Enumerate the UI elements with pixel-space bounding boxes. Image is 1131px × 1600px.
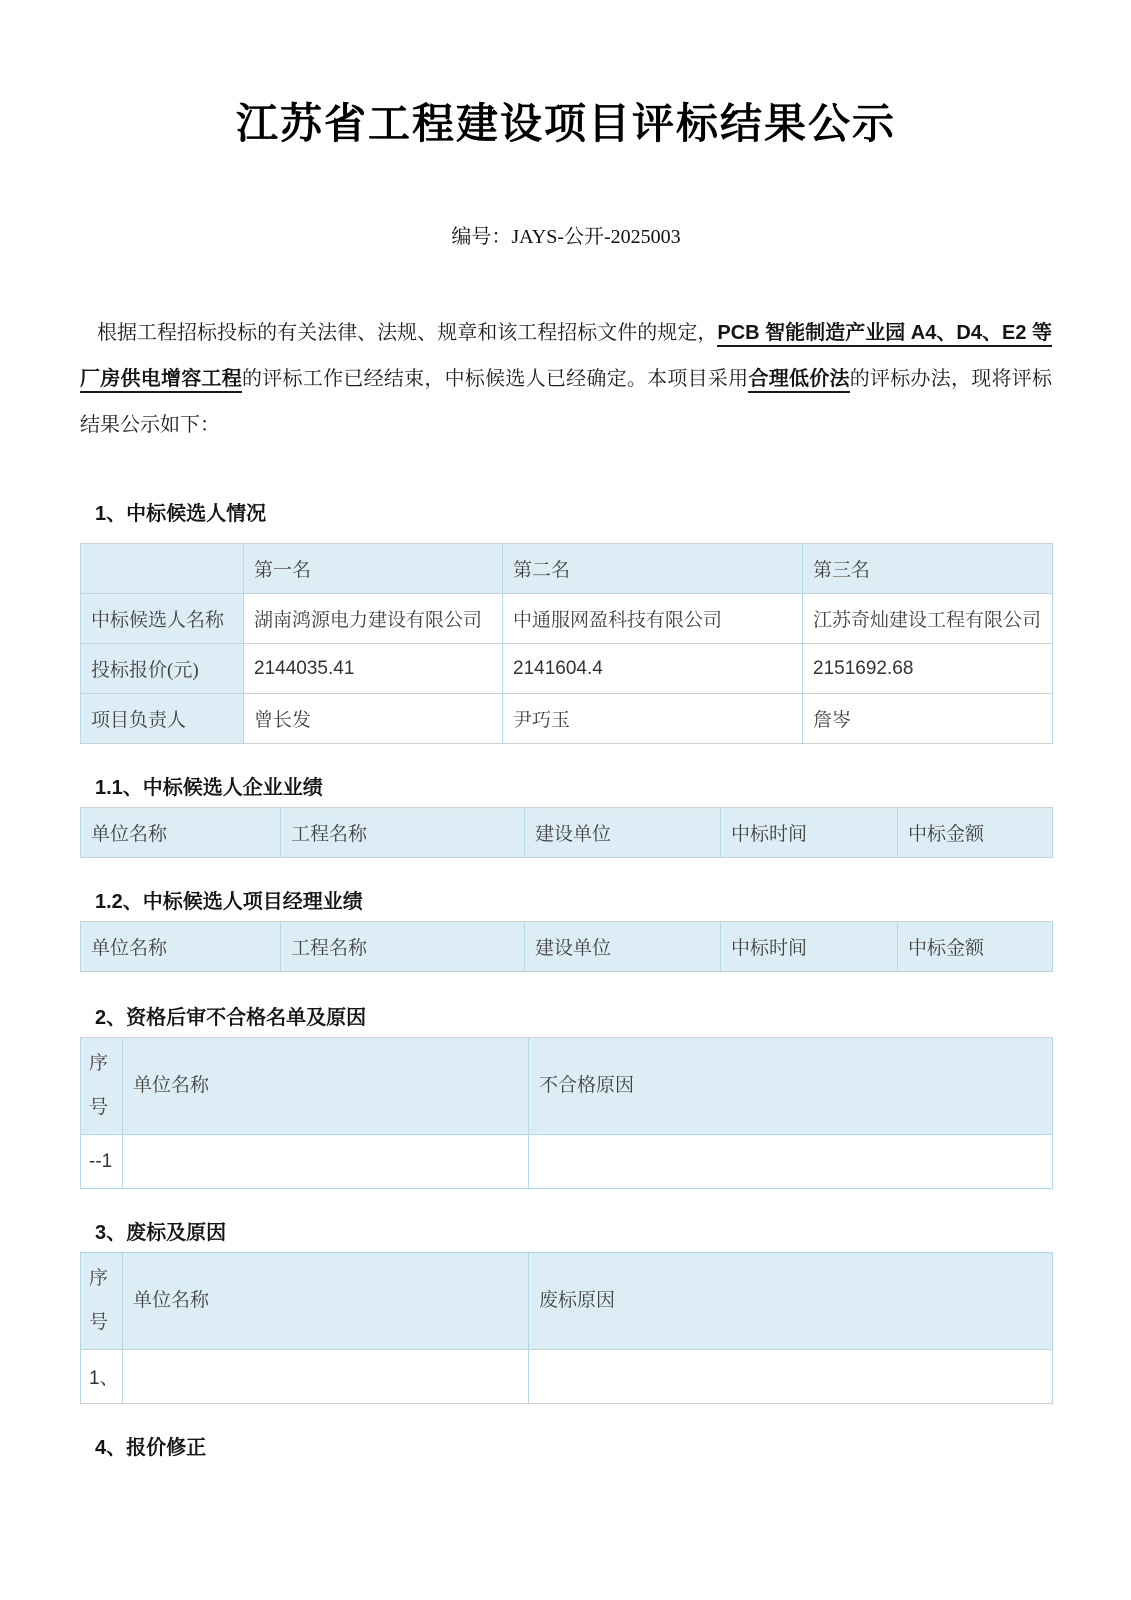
unqualified-row-reason — [529, 1135, 1053, 1189]
page-title: 江苏省工程建设项目评标结果公示 — [235, 99, 896, 148]
manager-performance-header-row — [81, 922, 1053, 972]
candidates-corner-cell — [81, 544, 244, 594]
candidate-name-second: 中通服网盈科技有限公司 — [503, 594, 803, 644]
intro-paragraph — [80, 310, 1052, 448]
col-unit-name: 单位名称 — [123, 1038, 529, 1135]
candidates-col-third: 第三名 — [803, 544, 1053, 594]
table-row — [81, 644, 1053, 694]
table-row — [81, 694, 1053, 744]
row-label-bid-price: 投标报价(元) — [81, 644, 244, 694]
manager-performance-table — [80, 921, 1053, 972]
col-award-amount: 中标金额 — [898, 922, 1053, 972]
rejected-bids-header-row — [81, 1253, 1053, 1350]
col-construction-unit: 建设单位 — [525, 922, 721, 972]
section1-2-heading: 1.2、中标候选人项目经理业绩 — [95, 891, 363, 913]
rejected-row-reason — [529, 1350, 1053, 1404]
section1-heading: 1、中标候选人情况 — [95, 503, 267, 525]
col-project-name: 工程名称 — [281, 922, 525, 972]
unqualified-header-row — [81, 1038, 1053, 1135]
section3-heading: 3、废标及原因 — [95, 1222, 227, 1244]
project-manager-first: 曾长发 — [244, 694, 503, 744]
unqualified-row-no: --1 — [81, 1135, 123, 1189]
candidate-name-third: 江苏奇灿建设工程有限公司 — [803, 594, 1053, 644]
intro-tail: 的评标办法，现将评标结果公示如下： — [80, 368, 1053, 436]
candidates-table — [80, 543, 1053, 744]
col-award-time: 中标时间 — [721, 922, 898, 972]
row-label-project-manager: 项目负责人 — [81, 694, 244, 744]
rejected-row-name — [123, 1350, 529, 1404]
section4-heading: 4、报价修正 — [95, 1437, 207, 1459]
col-construction-unit: 建设单位 — [525, 808, 721, 858]
intro-middle: 的评标工作已经结束，中标候选人已经确定。本项目采用 — [242, 368, 749, 390]
col-unit-name: 单位名称 — [123, 1253, 529, 1350]
candidates-col-first: 第一名 — [244, 544, 503, 594]
bid-price-first: 2144035.41 — [244, 644, 503, 694]
project-manager-third: 詹岑 — [803, 694, 1053, 744]
col-award-time: 中标时间 — [721, 808, 898, 858]
section1-1-heading: 1.1、中标候选人企业业绩 — [95, 777, 323, 799]
table-row — [81, 1135, 1053, 1189]
evaluation-method: 合理低价法 — [748, 368, 849, 393]
bid-price-second: 2141604.4 — [503, 644, 803, 694]
unqualified-row-name — [123, 1135, 529, 1189]
rejected-row-no: 1、 — [81, 1350, 123, 1404]
col-project-name: 工程名称 — [281, 808, 525, 858]
enterprise-performance-table — [80, 807, 1053, 858]
candidates-col-second: 第二名 — [503, 544, 803, 594]
col-unit-name: 单位名称 — [81, 808, 281, 858]
col-award-amount: 中标金额 — [898, 808, 1053, 858]
col-rejected-reason: 废标原因 — [529, 1253, 1053, 1350]
doc-number: 编号：JAYS-公开-2025003 — [451, 226, 681, 248]
section2-heading: 2、资格后审不合格名单及原因 — [95, 1007, 367, 1029]
col-unqualified-reason: 不合格原因 — [529, 1038, 1053, 1135]
table-row — [81, 1350, 1053, 1404]
col-seq-no: 序号 — [81, 1038, 123, 1135]
candidates-header-row — [81, 544, 1053, 594]
intro-lead: 根据工程招标投标的有关法律、法规、规章和该工程招标文件的规定， — [97, 322, 718, 344]
enterprise-performance-header-row — [81, 808, 1053, 858]
candidate-name-first: 湖南鸿源电力建设有限公司 — [244, 594, 503, 644]
row-label-candidate-name: 中标候选人名称 — [81, 594, 244, 644]
project-manager-second: 尹巧玉 — [503, 694, 803, 744]
col-unit-name: 单位名称 — [81, 922, 281, 972]
unqualified-table — [80, 1037, 1053, 1189]
rejected-bids-table — [80, 1252, 1053, 1404]
bid-price-third: 2151692.68 — [803, 644, 1053, 694]
project-name: PCB 智能制造产业园 A4、D4、E2 等厂房供电增容工程 — [80, 322, 1052, 393]
table-row — [81, 594, 1053, 644]
col-seq-no: 序号 — [81, 1253, 123, 1350]
